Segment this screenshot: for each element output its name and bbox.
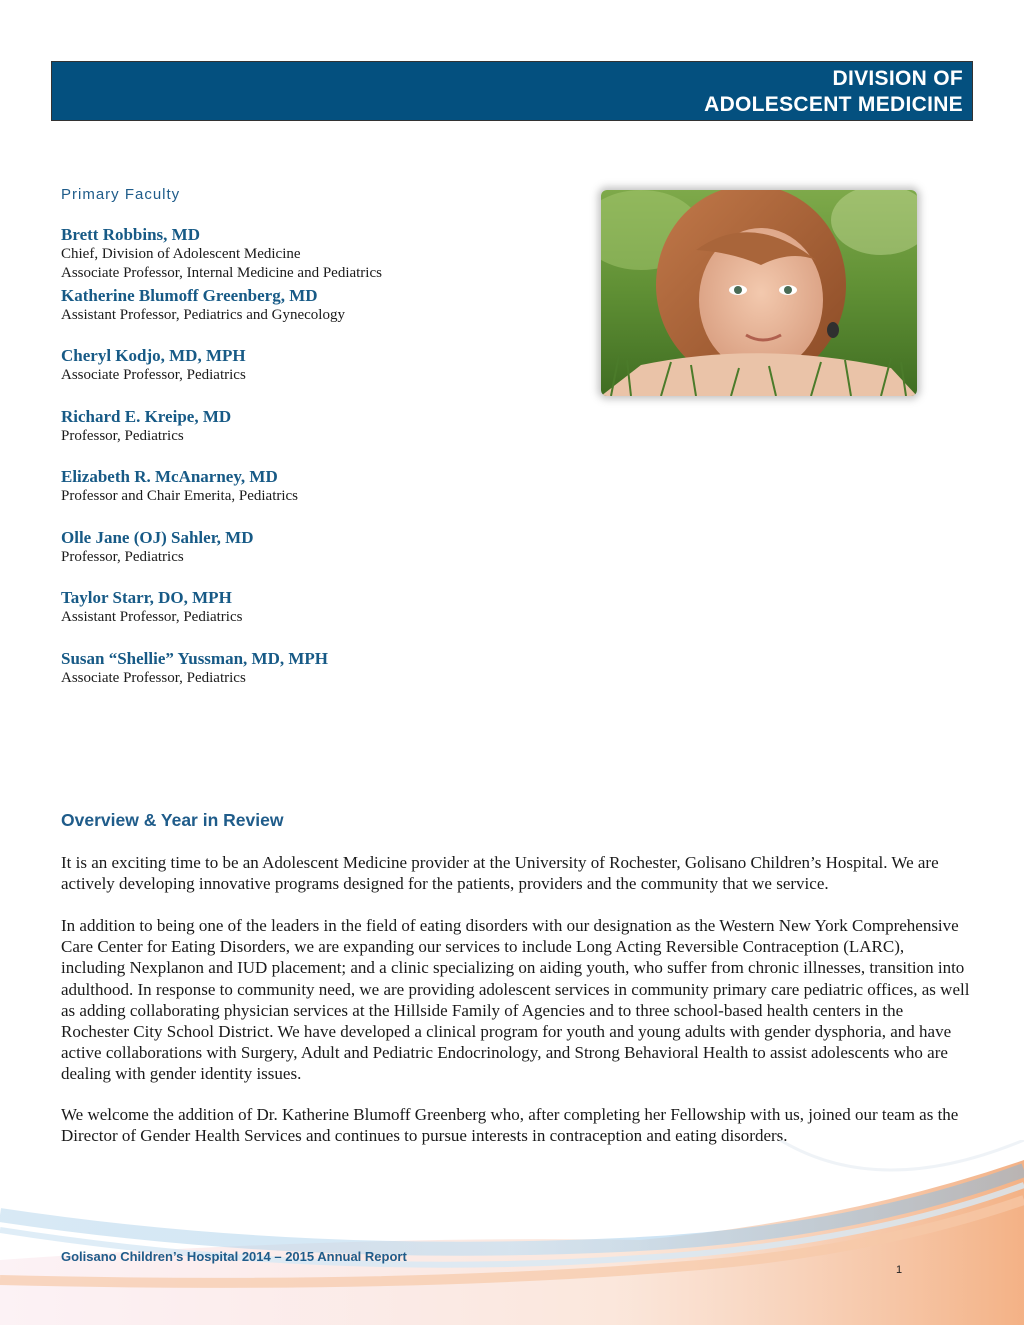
header-line-1: DIVISION OF <box>832 67 963 90</box>
faculty-role: Chief, Division of Adolescent Medicine <box>61 246 301 262</box>
faculty-name: Olle Jane (OJ) Sahler, MD <box>61 527 254 547</box>
faculty-role: Assistant Professor, Pediatrics and Gynecology <box>61 306 345 323</box>
overview-paragraph-1: It is an exciting time to be an Adolescent Medicine provider at the University of Rochester, Golisano Children’s Hospital. We are actively developing innovative programs designed for the patients, providers and the community that we service. <box>61 853 939 894</box>
overview-heading: Overview & Year in Review <box>61 810 284 830</box>
overview-paragraph-3: We welcome the addition of Dr. Katherine Blumoff Greenberg who, after completing her Fellowship with us, joined our team as the Director of Gender Health Services and continues to pursue interests in contraception and eating disorders. <box>61 1105 959 1146</box>
faculty-name: Cheryl Kodjo, MD, MPH <box>61 346 246 365</box>
faculty-role: Professor and Chair Emerita, Pediatrics <box>61 488 299 504</box>
faculty-member <box>61 225 581 286</box>
faculty-member <box>61 649 581 710</box>
faculty-member <box>61 467 581 528</box>
division-header <box>51 61 973 121</box>
faculty-member <box>61 407 581 468</box>
faculty-member <box>61 528 581 589</box>
faculty-name: Richard E. Kreipe, MD <box>61 406 232 426</box>
faculty-list <box>61 225 581 709</box>
faculty-role: Assistant Professor, Pediatrics <box>61 609 243 625</box>
decorative-wave-footer <box>0 1140 1024 1325</box>
faculty-role: Professor, Pediatrics <box>61 427 184 444</box>
faculty-member <box>61 286 581 347</box>
faculty-member <box>61 346 581 407</box>
faculty-name: Elizabeth R. McAnarney, MD <box>61 467 278 486</box>
annual-report-footer: Golisano Children’s Hospital 2014 – 2015 Annual Report <box>61 1249 407 1264</box>
teen-portrait-photo <box>601 190 917 396</box>
overview-paragraph-2: In addition to being one of the leaders in the field of eating disorders with our designation as the Western New York Comprehensive Care Center for Eating Disorders, we are expanding our services to include Long Acting Reversible Contraception (LARC), including Nexplanon and IUD placement; and a clinic specializing on aiding youth, who suffer from chronic illnesses, transition into adulthood. In response to community need, we are providing adolescent services in community primary care pediatric offices, as well as adding collaborating physician services at the Hillside Family of Agencies and to three school-based health centers in the Rochester City School District. We have developed a clinical program for youth and young adults with gender dysphoria, and have active collaborations with Surgery, Adult and Pediatric Endocrinology, and Strong Behavioral Health to assist adolescents who are dealing with gender identity issues. <box>61 916 970 1084</box>
faculty-name: Katherine Blumoff Greenberg, MD <box>61 285 318 305</box>
faculty-name: Taylor Starr, DO, MPH <box>61 588 232 607</box>
faculty-role: Associate Professor, Internal Medicine and Pediatrics <box>61 265 382 281</box>
faculty-role: Associate Professor, Pediatrics <box>61 669 246 686</box>
faculty-role: Associate Professor, Pediatrics <box>61 367 246 383</box>
primary-faculty-label: Primary Faculty <box>61 186 181 203</box>
header-line-2: ADOLESCENT MEDICINE <box>704 93 963 116</box>
faculty-name: Brett Robbins, MD <box>61 225 200 244</box>
faculty-member <box>61 588 581 649</box>
faculty-name: Susan “Shellie” Yussman, MD, MPH <box>61 648 329 668</box>
page-number: 1 <box>896 1264 903 1276</box>
faculty-role: Professor, Pediatrics <box>61 548 184 565</box>
